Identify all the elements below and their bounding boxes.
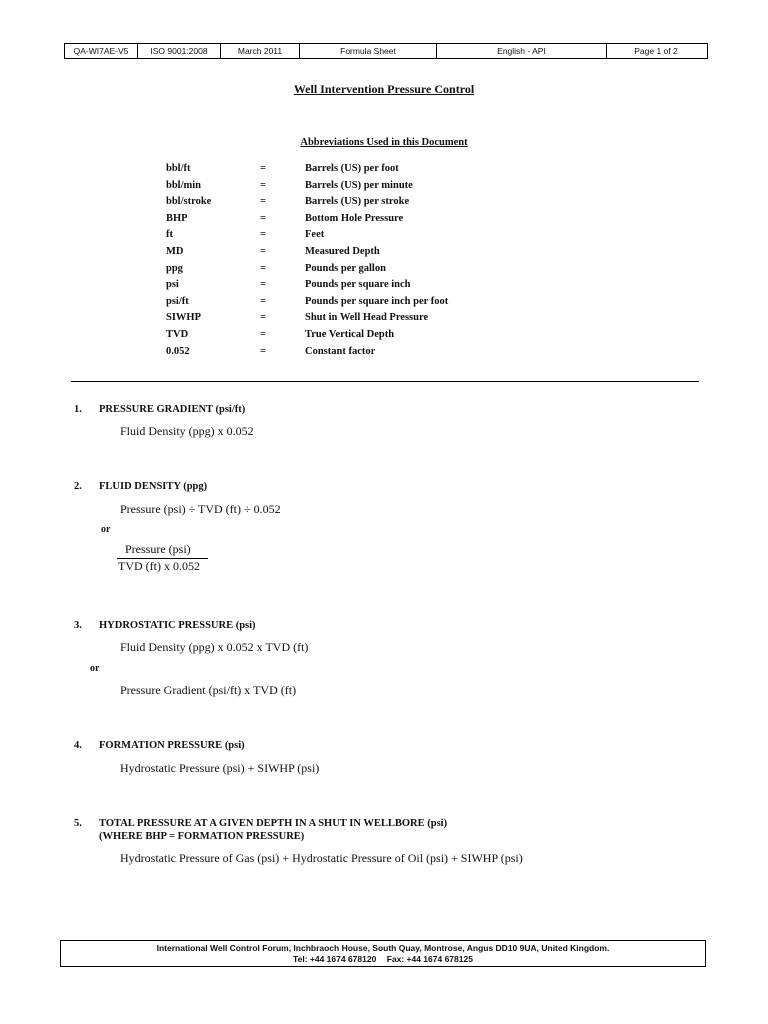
abbreviation-definition: True Vertical Depth [305, 328, 395, 340]
section-5-title: TOTAL PRESSURE AT A GIVEN DEPTH IN A SHUT IN WELLBORE (psi) [99, 818, 448, 829]
abbreviation-term: ft [166, 229, 173, 241]
section-5-number: 5. [74, 818, 82, 829]
abbreviation-row [166, 346, 566, 363]
abbreviation-equals: = [260, 295, 266, 307]
abbreviations-title: Abbreviations Used in this Document [300, 137, 468, 148]
abbreviation-definition: Pounds per square inch per foot [305, 295, 449, 307]
abbreviation-definition: Pounds per gallon [305, 262, 386, 274]
abbreviation-definition: Feet [305, 229, 325, 241]
abbreviation-equals: = [260, 196, 266, 208]
footer-contact [61, 954, 705, 965]
section-2-title: FLUID DENSITY (ppg) [99, 481, 208, 492]
footer-address: International Well Control Forum, Inchbraoch House, South Quay, Montrose, Angus DD10 9UA, United Kingdom. [156, 943, 610, 953]
abbreviation-definition: Measured Depth [305, 245, 380, 257]
document-header-bar [64, 43, 708, 59]
section-1-formula: Fluid Density (ppg) x 0.052 [120, 424, 254, 438]
abbreviation-term: bbl/ft [166, 163, 191, 174]
section-2-fraction-numerator: Pressure (psi) [125, 542, 191, 556]
section-3-number: 3. [74, 620, 82, 631]
section-3-title: HYDROSTATIC PRESSURE (psi) [99, 620, 256, 631]
section-2-formula: Pressure (psi) ÷ TVD (ft) ÷ 0.052 [120, 502, 281, 516]
abbreviation-row [166, 213, 566, 230]
abbreviation-term: BHP [166, 212, 188, 224]
abbreviation-row [166, 296, 566, 313]
section-3-or: or [90, 663, 100, 674]
abbreviation-row [166, 312, 566, 329]
abbreviation-equals: = [260, 328, 266, 340]
doc-date: March 2011 [221, 44, 300, 58]
abbreviation-equals: = [260, 179, 266, 191]
abbreviation-definition: Barrels (US) per minute [305, 179, 413, 191]
abbreviation-equals: = [260, 229, 266, 241]
doc-language: English - API [437, 44, 607, 58]
abbreviations-list [166, 163, 566, 362]
section-4-number: 4. [74, 740, 82, 751]
abbreviation-definition: Pounds per square inch [305, 279, 411, 291]
abbreviation-term: SIWHP [166, 312, 202, 324]
abbreviation-definition: Barrels (US) per stroke [305, 196, 410, 208]
abbreviation-row [166, 329, 566, 346]
section-2-fraction-denominator: TVD (ft) x 0.052 [118, 559, 200, 573]
doc-type: Formula Sheet [300, 44, 437, 58]
abbreviation-equals: = [260, 312, 266, 324]
iso-standard: ISO 9001:2008 [138, 44, 221, 58]
page-number: Page 1 of 2 [634, 46, 678, 56]
section-5-formula: Hydrostatic Pressure of Gas (psi) + Hydrostatic Pressure of Oil (psi) + SIWHP (psi) [120, 851, 523, 865]
abbreviation-equals: = [260, 212, 266, 224]
document-footer [60, 940, 706, 967]
abbreviation-row [166, 246, 566, 263]
abbreviation-definition: Barrels (US) per foot [305, 163, 399, 174]
abbreviation-equals: = [260, 345, 266, 357]
page-title: Well Intervention Pressure Control [293, 82, 475, 96]
abbreviation-equals: = [260, 279, 266, 291]
abbreviation-definition: Shut in Well Head Pressure [305, 312, 429, 324]
doc-id: QA-WI7AE-V5 [65, 44, 138, 58]
abbreviation-term: bbl/stroke [166, 196, 212, 208]
abbreviation-row [166, 196, 566, 213]
footer-fax: Fax: +44 1674 678125 [386, 954, 473, 964]
abbreviation-row [166, 229, 566, 246]
abbreviation-row [166, 180, 566, 197]
abbreviation-term: bbl/min [166, 179, 202, 191]
abbreviation-row [166, 279, 566, 296]
section-2-or: or [101, 524, 111, 535]
section-4-formula: Hydrostatic Pressure (psi) + SIWHP (psi) [120, 761, 320, 775]
footer-tel: Tel: +44 1674 678120 [293, 954, 377, 964]
section-divider [71, 381, 699, 382]
abbreviation-row [166, 163, 566, 180]
section-4-title: FORMATION PRESSURE (psi) [99, 740, 245, 751]
abbreviation-definition: Bottom Hole Pressure [305, 212, 404, 224]
section-3-formula-2: Pressure Gradient (psi/ft) x TVD (ft) [120, 683, 297, 697]
section-2-number: 2. [74, 481, 82, 492]
abbreviation-equals: = [260, 245, 266, 257]
section-1-title: PRESSURE GRADIENT (psi/ft) [99, 404, 246, 415]
abbreviation-term: TVD [166, 328, 189, 340]
abbreviation-equals: = [260, 163, 266, 174]
section-3-formula-1: Fluid Density (ppg) x 0.052 x TVD (ft) [120, 640, 309, 654]
section-1-number: 1. [74, 404, 82, 415]
abbreviation-term: MD [166, 245, 184, 257]
abbreviation-term: psi [166, 279, 179, 291]
abbreviation-definition: Constant factor [305, 345, 376, 357]
abbreviation-term: ppg [166, 262, 183, 274]
abbreviation-term: 0.052 [166, 345, 190, 357]
abbreviation-row [166, 263, 566, 280]
section-5-subtitle: (WHERE BHP = FORMATION PRESSURE) [99, 831, 305, 842]
abbreviation-equals: = [260, 262, 266, 274]
abbreviation-term: psi/ft [166, 295, 189, 307]
